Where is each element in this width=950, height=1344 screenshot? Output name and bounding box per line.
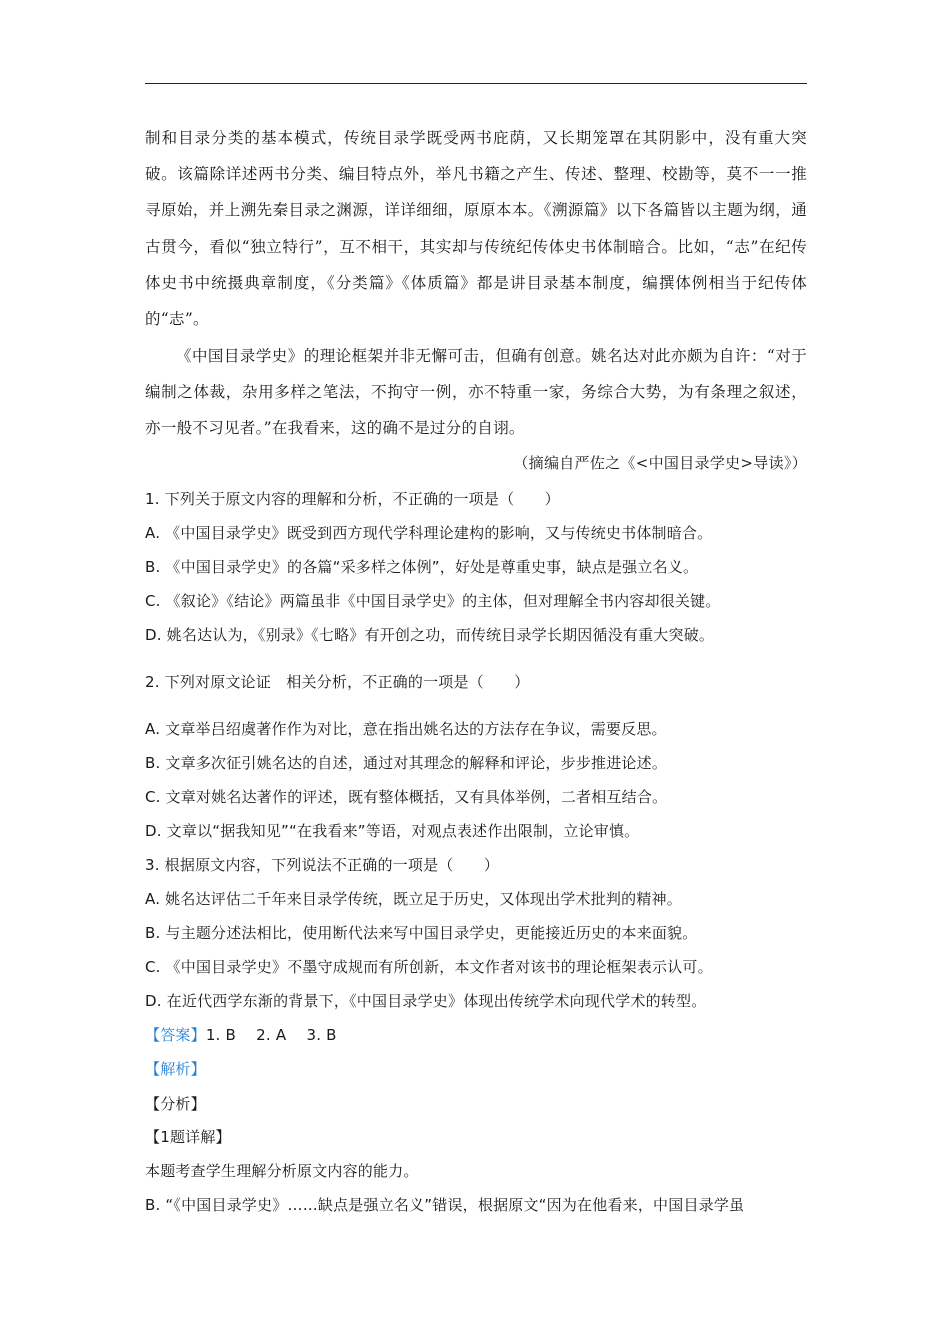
- question-3-option-c: C. 《中国目录学史》不墨守成规而有所创新，本文作者对该书的理论框架表示认可。: [145, 958, 713, 976]
- question-1-stem: 1. 下列关于原文内容的理解和分析，不正确的一项是（ ）: [145, 490, 560, 508]
- question-1-option-b: B. 《中国目录学史》的各篇“采多样之体例”，好处是尊重史事，缺点是强立名义。: [145, 558, 699, 576]
- analysis-line-2: B. “《中国目录学史》……缺点是强立名义”错误，根据原文“因为在他看来，中国目录学虽: [145, 1196, 745, 1214]
- passage-paragraph-2: 《中国目录学史》的理论框架并非无懈可击，但确有创意。姚名达对此亦颇为自许：“对于编制之体裁，杂用多样之笔法，不拘守一例，亦不特重一家，务综合大势，为有条理之叙述，亦一般不习见者。”在我看来，这的确不是过分的自诩。: [145, 347, 807, 438]
- answer-line: [145, 1024, 337, 1045]
- question-3-stem: 3. 根据原文内容，下列说法不正确的一项是（ ）: [145, 856, 500, 874]
- header-rule: [145, 83, 807, 84]
- question-3-option-a: A. 姚名达评估二千年来目录学传统，既立足于历史，又体现出学术批判的精神。: [145, 890, 682, 908]
- question-2-option-d: D. 文章以“据我知见”“在我看来”等语，对观点表述作出限制，立论审慎。: [145, 822, 640, 840]
- analysis-line-1: 本题考查学生理解分析原文内容的能力。: [145, 1162, 419, 1180]
- question-1-detail-heading: 【1题详解】: [145, 1128, 231, 1146]
- question-1-option-a: A. 《中国目录学史》既受到西方现代学科理论建构的影响，又与传统史书体制暗合。: [145, 524, 713, 542]
- question-2-option-b: B. 文章多次征引姚名达的自述，通过对其理念的解释和评论，步步推进论述。: [145, 754, 668, 772]
- answer-text: 1. B 2. A 3. B: [205, 1026, 337, 1044]
- analysis-subheading: 【分析】: [145, 1095, 206, 1113]
- question-2-stem: 2. 下列对原文论证 相关分析，不正确的一项是（ ）: [145, 673, 530, 691]
- analysis-tag: 【解析】: [145, 1060, 206, 1078]
- passage-paragraph-1: 制和目录分类的基本模式，传统目录学既受两书庇荫，又长期笼罩在其阴影中，没有重大突破。该篇除详述两书分类、编目特点外，举凡书籍之产生、传述、整理、校勘等，莫不一一推寻原始，并上溯先秦目录之渊源，详详细细，原原本本。《溯源篇》以下各篇皆以主题为纲，通古贯今，看似“独立特行”，互不相干，其实却与传统纪传体史书体制暗合。比如，“志”在纪传体史书中统摄典章制度，《分类篇》《体质篇》都是讲目录基本制度，编撰体例相当于纪传体的“志”。: [145, 129, 807, 329]
- question-2-option-a: A. 文章举吕绍虞著作作为对比，意在指出姚名达的方法存在争议，需要反思。: [145, 720, 667, 738]
- question-3-option-d: D. 在近代西学东渐的背景下，《中国目录学史》体现出传统学术向现代学术的转型。: [145, 992, 707, 1010]
- question-3-option-b: B. 与主题分述法相比，使用断代法来写中国目录学史，更能接近历史的本来面貌。: [145, 924, 698, 942]
- question-1-option-c: C. 《叙论》《结论》两篇虽非《中国目录学史》的主体，但对理解全书内容却很关键。: [145, 592, 721, 610]
- answer-tag: 【答案】: [145, 1026, 206, 1044]
- question-1-option-d: D. 姚名达认为，《别录》《七略》有开创之功，而传统目录学长期因循没有重大突破。: [145, 626, 715, 644]
- passage-source: （摘编自严佐之《<中国目录学史>导读》）: [513, 454, 807, 472]
- question-2-option-c: C. 文章对姚名达著作的评述，既有整体概括，又有具体举例，二者相互结合。: [145, 788, 668, 806]
